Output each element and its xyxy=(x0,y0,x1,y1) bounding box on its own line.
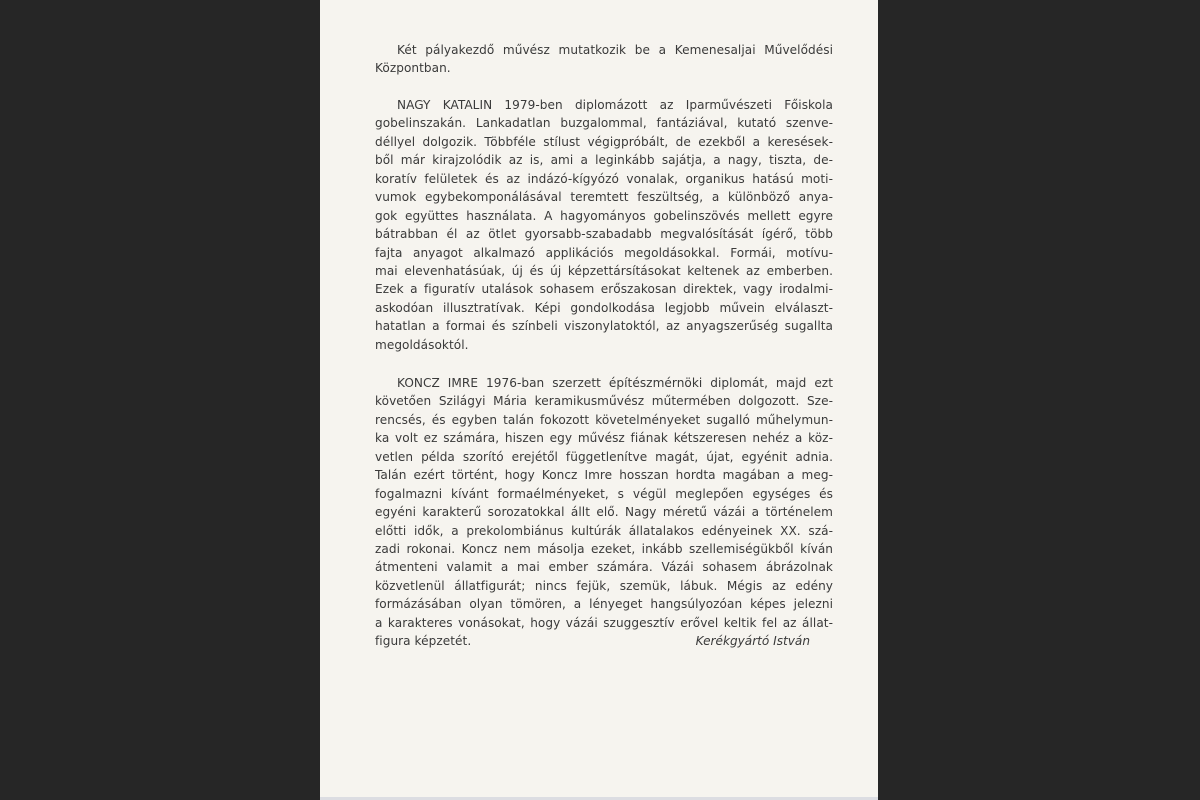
text-line: formázásában olyan tömören, a lényeget hangsúlyozóan képes jelezni xyxy=(375,597,833,612)
paragraph-koncz-imre xyxy=(375,374,833,651)
document-page xyxy=(320,0,878,800)
text-line: fajta anyagot alkalmazó applikációs megoldásokkal. Formái, motívu- xyxy=(375,245,833,260)
text-line: vumok egybekomponálásával teremtett feszültség, a különböző anya- xyxy=(375,190,833,205)
text-line: Két pályakezdő művész mutatkozik be a Kemenesaljai Művelődési xyxy=(397,43,833,57)
text-line: gok együttes használata. A hagyományos gobelinszövés mellett egyre xyxy=(375,208,833,223)
text-line: mai elevenhatásúak, új és új képzettársításokat keltenek az emberben. xyxy=(375,263,833,278)
text-line: gobelinszakán. Lankadatlan buzgalommal, fantáziával, kutató szenve- xyxy=(375,116,833,131)
text-line: Ezek a figuratív utalások sohasem erőszakosan direktek, vagy irodalmi- xyxy=(375,282,833,297)
text-line: követően Szilágyi Mária keramikusművész műtermében dolgozott. Sze- xyxy=(375,394,833,409)
text-line: hatatlan a formai és színbeli viszonylatoktól, az anyagszerűség sugallta xyxy=(375,319,833,334)
text-line: a karakteres vonásokat, hogy vázái szuggesztív erővel keltik fel az állat- xyxy=(375,615,833,630)
text-line: déllyel dolgozik. Többféle stílust végigpróbált, de ezekből a keresések- xyxy=(375,134,833,149)
text-line: ka volt ez számára, hiszen egy művész fiának kétszeresen nehéz a köz- xyxy=(375,431,833,446)
text-line: NAGY KATALIN 1979-ben diplomázott az Iparművészeti Főiskola xyxy=(397,98,833,112)
text-line: közvetlenül állatfigurát; nincs fejük, szemük, lábuk. Mégis az edény xyxy=(375,578,833,593)
paragraph-nagy-katalin xyxy=(375,96,833,354)
text-line: rencsés, és egyben talán fokozott követelményeket sugalló műhelymun- xyxy=(375,412,833,427)
text-line: koratív felületek és az indázó-kígyózó vonalak, organikus hatású moti- xyxy=(375,171,833,186)
text-line: ből már kirajzolódik az is, ami a leginkább sajátja, a nagy, tiszta, de- xyxy=(375,153,833,168)
text-line: askodóan illusztratívak. Képi gondolkodása legjobb művein elválaszt- xyxy=(375,300,833,315)
text-line: bátrabban él az ötlet gyorsabb-szabadabb megvalósítását ígérő, több xyxy=(375,227,833,242)
intro-paragraph xyxy=(375,41,833,78)
text-line: KONCZ IMRE 1976-ban szerzett építészmérnöki diplomát, majd ezt xyxy=(397,376,833,390)
text-line: zadi rokonai. Koncz nem másolja ezeket, inkább szellemiségükből kíván xyxy=(375,541,833,556)
text-line: Központban. xyxy=(375,61,451,76)
text-line: fogalmazni kívánt formaélményeket, s végül meglepően egységes és xyxy=(375,486,833,501)
text-line: vetlen példa szorító erejétől függetlenítve magát, újat, egyénit adnia. xyxy=(375,449,833,464)
text-line: Talán ezért történt, hogy Koncz Imre hosszan hordta magában a meg- xyxy=(375,468,833,483)
text-line: egyéni karakterű sorozatokkal állt elő. Nagy méretű vázái a történelem xyxy=(375,505,833,520)
text-line: átmenteni valamit a mai ember számára. Vázái sohasem ábrázolnak xyxy=(375,560,833,575)
text-line: előtti idők, a prekolombiánus kultúrák állatalakos edényeinek XX. szá- xyxy=(375,523,833,538)
author-signature: Kerékgyártó István xyxy=(695,634,810,648)
text-line: megoldásoktól. xyxy=(375,337,469,352)
text-line: figura képzetét. xyxy=(375,634,472,649)
